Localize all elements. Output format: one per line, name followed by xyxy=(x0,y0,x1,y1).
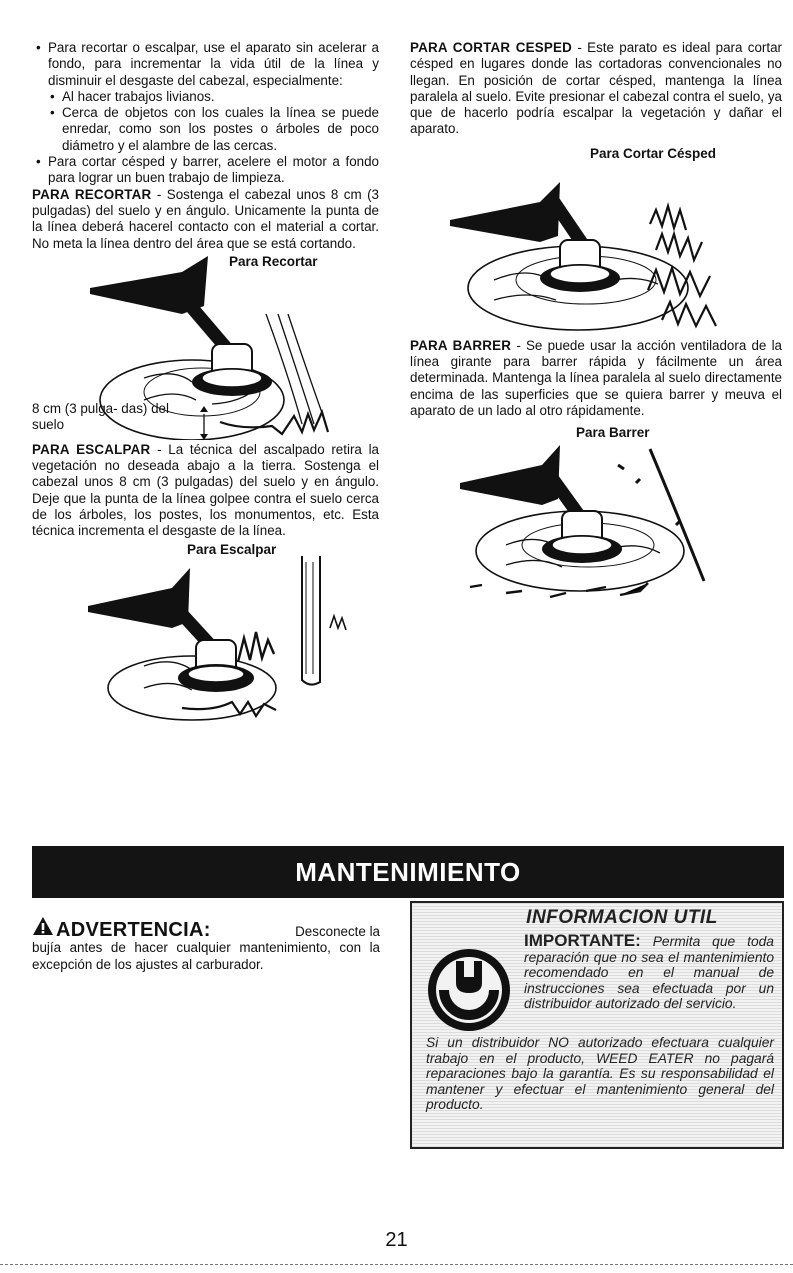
right-column xyxy=(410,40,782,609)
sub-tip-light-work: • Al hacer trabajos livianos. xyxy=(48,89,379,105)
tip-throttle: • Para recortar o escalpar, use el aparato sin acelerar a fondo, para incrementar la vida útil de la línea y disminuir el desgaste del cabezal, especialmente: • Al hacer trabajos livianos. • Cerca de objetos con los cuales la línea se puede enredar, como son los postes o árboles de poco diámetro y el alambre de las cercas. xyxy=(32,40,379,154)
escalpar-heading: PARA ESCALPAR xyxy=(32,441,151,457)
tips-list xyxy=(32,40,379,187)
info-title: INFORMACION UTIL xyxy=(526,907,718,928)
figure-recortar-height-label: 8 cm (3 pulga- das) del suelo xyxy=(32,400,169,433)
figure-escalpar xyxy=(32,542,379,722)
info-bottom-text: Si un distribuidor NO autorizado efectuara cualquier trabajo en el producto, WEED EATER no pagará reparaciones bajo la garantía. Es su responsabilidad el mantener y efectuar el mantenimiento general del producto. xyxy=(426,1035,774,1112)
recortar-heading: PARA RECORTAR xyxy=(32,186,152,202)
cesped-paragraph: PARA CORTAR CESPED - Este parato es ideal para cortar césped en lugares donde las cortadoras convencionales no llegan. En posición de cortar césped, mantenga la línea paralela al suelo. Evite presionar el cabezal contra el suelo, ya que de hacerlo podría escalpar la vegetación y dañar el aparato. xyxy=(410,40,782,137)
trimmer-cesped-illustration xyxy=(410,140,782,336)
page-number: 21 xyxy=(385,1229,408,1251)
warning-block xyxy=(32,916,380,973)
info-box xyxy=(410,901,784,1149)
tips-sublist xyxy=(48,89,379,154)
figure-recortar xyxy=(32,254,379,440)
escalpar-paragraph: PARA ESCALPAR - La técnica del ascalpado retira la vegetación no deseada abajo a la tierra. Sostenga el cabezal unos 8 cm (3 pulgadas) del suelo y en ángulo. Deje que la punta de la línea golpee contra el suelo cerca de los árboles, los postes, los monumentos, etc. Esta técnica incrementa el desgaste de la línea. xyxy=(32,441,379,539)
cesped-heading: PARA CORTAR CESPED xyxy=(410,40,573,55)
trimmer-barrer-illustration xyxy=(410,421,782,607)
figure-barrer-caption: Para Barrer xyxy=(576,425,650,441)
sub-tip-near-objects: • Cerca de objetos con los cuales la línea se puede enredar, como son los postes o árboles de poco diámetro y el alambre de las cercas. xyxy=(48,105,379,154)
figure-cesped xyxy=(410,140,782,336)
barrer-heading: PARA BARRER xyxy=(410,337,512,353)
info-top-text: Permita que toda reparación que no sea el mantenimiento recomendado en el manual de instrucciones sea efectuada por un distribuidor autorizado del servicio. xyxy=(524,934,774,1011)
info-important-label: IMPORTANTE: xyxy=(524,931,641,950)
warning-triangle-icon xyxy=(32,916,54,936)
warning-lead: Desconecte la xyxy=(295,924,380,939)
recortar-paragraph: PARA RECORTAR - Sostenga el cabezal unos 8 cm (3 pulgadas) del suelo y en ángulo. Unicamente la punta de la línea deberá hacerel contacto con el material a cortar. No meta la línea dentro del área que se está cortando. xyxy=(32,186,380,251)
wrench-icon xyxy=(426,947,512,1033)
figure-cesped-caption: Para Cortar Césped xyxy=(590,145,717,161)
barrer-paragraph: PARA BARRER - Se puede usar la acción ventiladora de la línea girante para barrer rápida y fácilmente un área determinada. Mantenga la línea paralela al suelo directamente encima de las superficies que se quiera barrer y meuva el aparato de un lado al otro rápidamente. xyxy=(410,337,783,418)
left-column xyxy=(32,40,379,724)
figure-escalpar-caption: Para Escalpar xyxy=(187,541,277,557)
maintenance-banner: MANTENIMIENTO xyxy=(32,846,784,898)
warning-title: ADVERTENCIA: xyxy=(56,919,211,941)
warning-text: bujía antes de hacer cualquier mantenimiento, con la excepción de los ajustes al carburador. xyxy=(32,940,380,972)
page-bottom-rule xyxy=(0,1264,793,1265)
tip-full-throttle: • Para cortar césped y barrer, acelere el motor a fondo para lograr un buen trabajo de limpieza. xyxy=(32,154,379,187)
figure-barrer xyxy=(410,421,782,607)
trimmer-escalpar-illustration xyxy=(32,542,372,722)
figure-recortar-caption: Para Recortar xyxy=(229,253,318,269)
